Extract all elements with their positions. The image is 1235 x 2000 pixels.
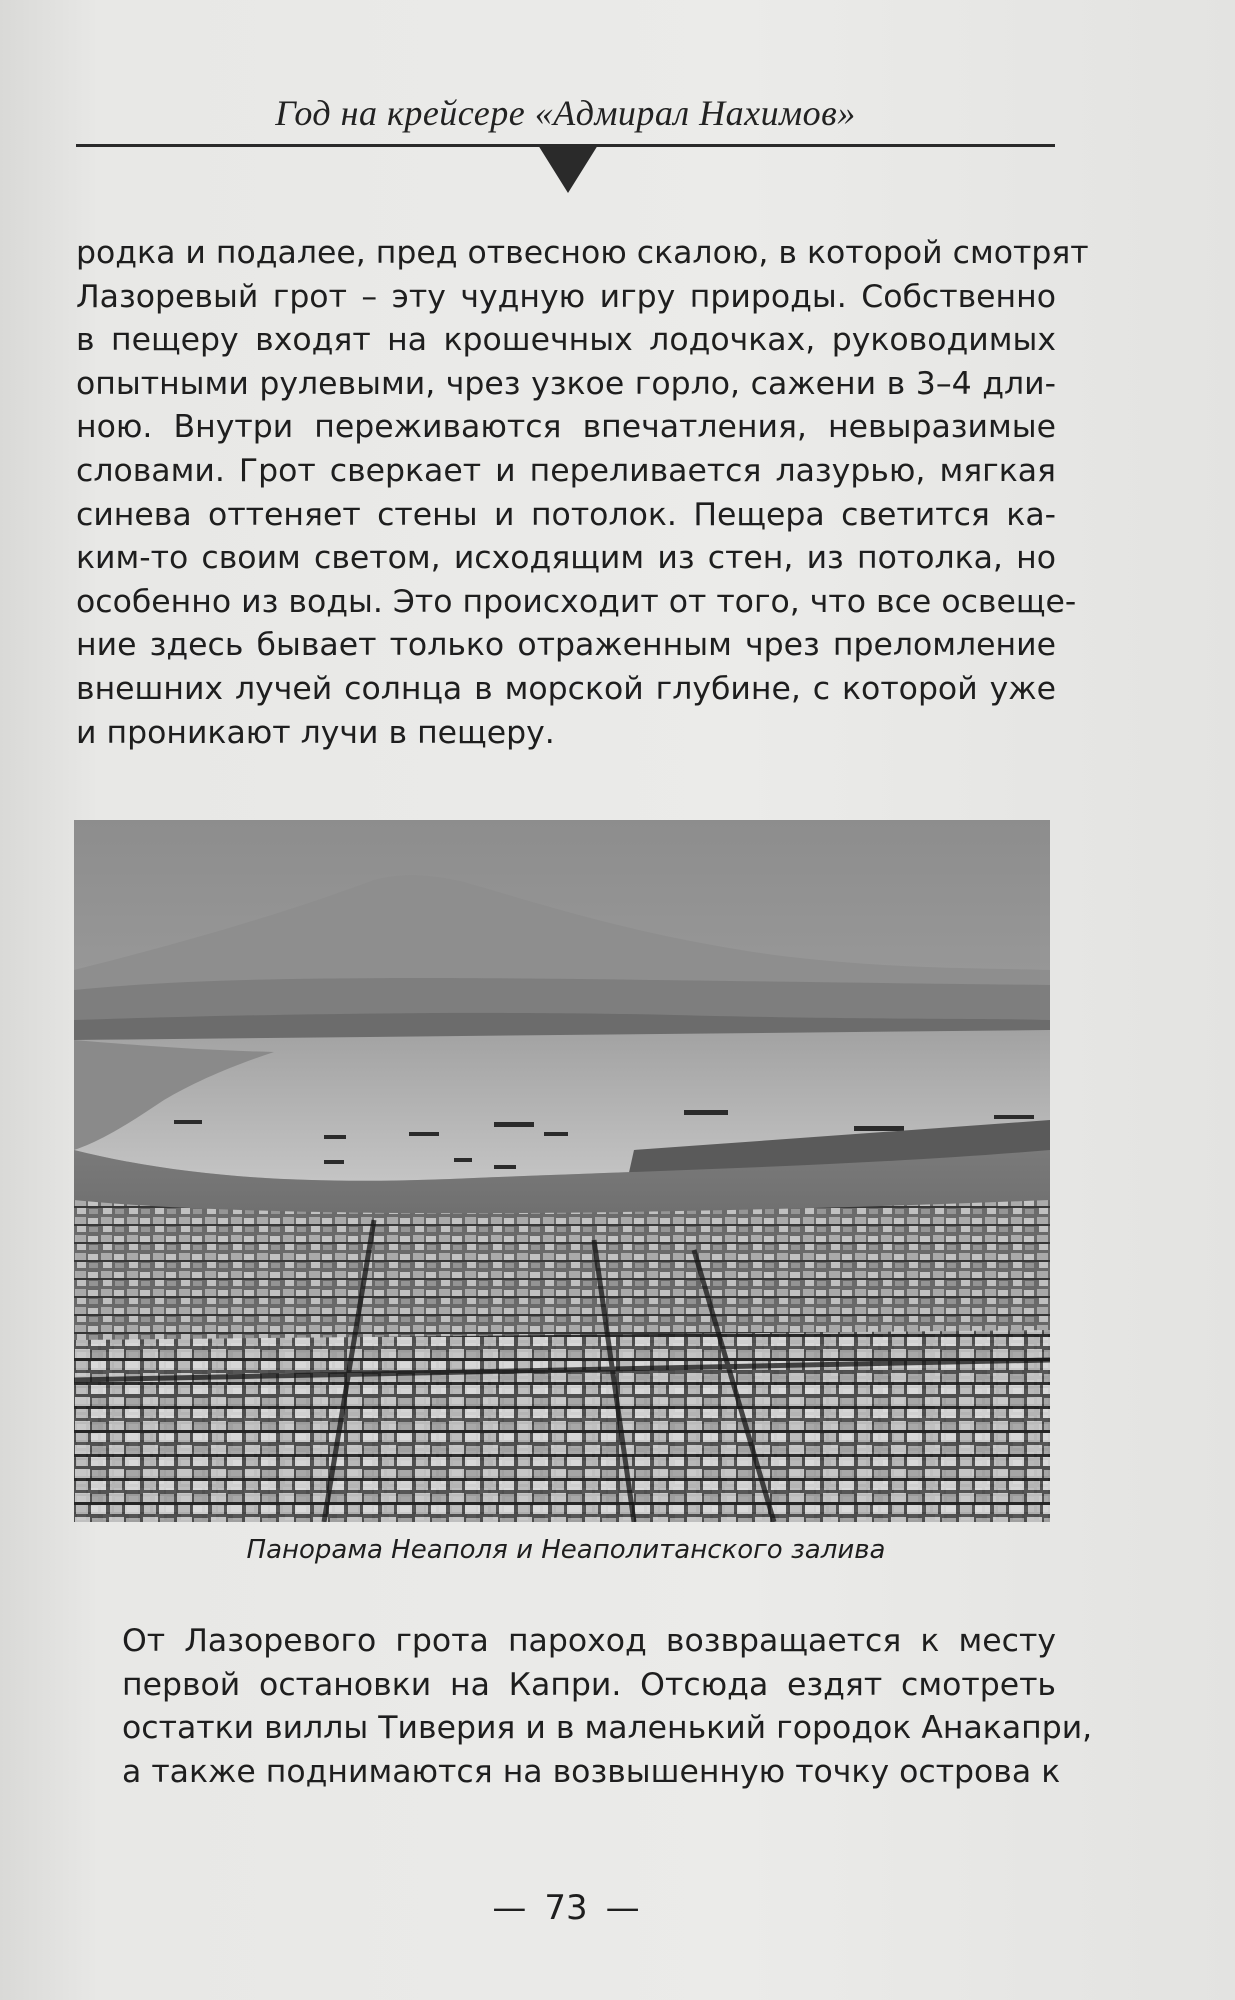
text-line: в пещеру входят на крошечных лодочках, руководимых	[76, 322, 1056, 359]
paragraph-2	[76, 1620, 1093, 1794]
text-line: внешних лучей солнца в морской глубине, с которой уже	[76, 670, 1056, 707]
text-line: и проникают лучи в пещеру.	[76, 714, 555, 751]
text-line: ною. Внутри переживаются впечатления, невыразимые	[76, 409, 1056, 446]
header-triangle-ornament	[538, 145, 598, 193]
text-line: Лазоревый грот – эту чудную игру природы. Собственно	[76, 278, 1056, 315]
text-line: От Лазоревого грота пароход возвращается к месту	[122, 1623, 1056, 1659]
page-number: 73	[544, 1888, 588, 1928]
text-line: ние здесь бывает только отраженным чрез преломление	[76, 627, 1056, 664]
page-number-footer	[76, 1888, 1056, 1928]
text-line: особенно из воды. Это происходит от того, что все освеще-	[76, 583, 1077, 620]
text-line: ким-то своим светом, исходящим из стен, из потолка, но	[76, 540, 1056, 577]
paragraph-1	[76, 232, 1089, 755]
text-line: остатки виллы Тиверия и в маленький городок Анакапри,	[122, 1710, 1093, 1747]
text-line: родка и подалее, пред отвесною скалою, в которой смотрят	[76, 235, 1089, 271]
text-line: опытными рулевыми, чрез узкое горло, сажени в 3–4 дли-	[76, 365, 1056, 402]
figure-caption: Панорама Неаполя и Неаполитанского залива	[246, 1535, 886, 1565]
running-head: Год на крейсере «Адмирал Нахимов»	[275, 93, 856, 133]
folio-dash-right: —	[605, 1888, 640, 1928]
text-line: словами. Грот сверкает и переливается лазурью, мягкая	[76, 452, 1056, 489]
text-line: первой остановки на Капри. Отсюда ездят смотреть	[122, 1666, 1056, 1703]
text-line: а также поднимаются на возвышенную точку острова к	[122, 1753, 1061, 1790]
naples-panorama-photo	[74, 820, 1050, 1522]
folio-dash-left: —	[492, 1888, 527, 1928]
text-line: синева оттеняет стены и потолок. Пещера светится ка-	[76, 496, 1056, 533]
